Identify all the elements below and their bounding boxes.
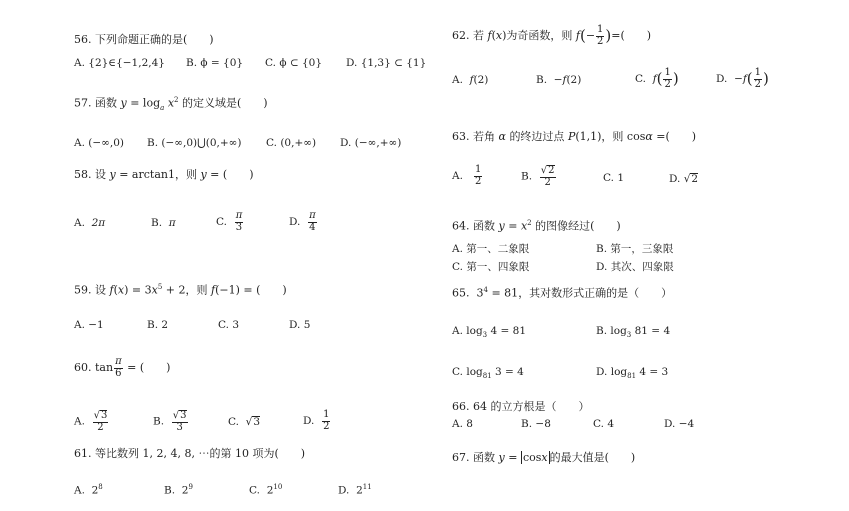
- q64-option-b: B. 第一，三象限: [596, 243, 674, 255]
- q63-option-c: C. 1: [603, 172, 625, 184]
- q64-option-d: D. 其次、四象限: [596, 261, 674, 273]
- q58-option-c: C. $\frac{\pi}{3}$: [216, 210, 243, 233]
- q62-option-b: B. −f(2): [536, 74, 582, 86]
- q58-stem: 58. 设 y = arctan1，则 y = ( ): [74, 168, 254, 181]
- q66-option-b: B. −8: [521, 418, 551, 430]
- q56-option-a: A. {2}∈{−1,2,4}: [74, 57, 165, 69]
- q56-option-d: D. {1,3} ⊂ {1}: [346, 57, 427, 69]
- q64-stem: 64. 函数 $y = x^2$ 的图像经过( ): [452, 219, 621, 233]
- q56-stem: 56. 下列命题正确的是( ): [74, 33, 214, 46]
- q60-stem: 60. tan $\frac{\pi}{6}$ = ( ): [74, 356, 171, 379]
- q60-option-a: A. $\frac{√3}{2}$: [74, 410, 108, 433]
- q65-option-b: B. $\log_3 81 = 4$: [596, 325, 671, 340]
- q58-option-b: B. π: [151, 217, 176, 229]
- q59-option-a: A. −1: [74, 319, 104, 331]
- q67-stem: 67. 函数 y = cosx 的最大值是( ): [452, 451, 636, 464]
- q62-option-c: C. f( $\frac{1}{2}$ ): [635, 67, 679, 90]
- q63-option-d: D. √2: [669, 173, 699, 185]
- q63-option-b: B. $\frac{√2}{2}$: [521, 165, 555, 188]
- q57-option-a: A. (−∞,0): [74, 137, 125, 149]
- q59-option-b: B. 2: [147, 319, 169, 331]
- q60-option-c: C. √3: [228, 416, 261, 428]
- q64-option-a: A. 第一、二象限: [452, 243, 530, 255]
- q62-option-a: A. f(2): [452, 74, 489, 86]
- q57-option-b: B. (−∞,0)⋃(0,+∞): [147, 137, 242, 149]
- q65-option-d: D. $\log_{81} 4 = 3$: [596, 366, 669, 381]
- q66-stem: 66. 64 的立方根是（ ）: [452, 400, 590, 413]
- q56-option-c: C. ϕ ⊂ {0}: [265, 57, 323, 69]
- q58-option-a: A. 2π: [74, 217, 106, 229]
- q65-stem: 65. $3^4 = 81$，其对数形式正确的是（ ）: [452, 286, 673, 300]
- q66-option-d: D. −4: [664, 418, 695, 430]
- q61-option-b: B. $2^9$: [164, 483, 193, 497]
- q66-option-c: C. 4: [593, 418, 615, 430]
- q63-option-a: A. $\frac{1}{2}$: [452, 164, 482, 187]
- q57-option-c: C. (0,+∞): [266, 137, 317, 149]
- q59-option-c: C. 3: [218, 319, 240, 331]
- q62-stem: 62. 若 f(x)为奇函数，则 f(− $\frac{1}{2}$ )=( ): [452, 24, 652, 47]
- q56-option-b: B. ϕ = {0}: [186, 57, 244, 69]
- q63-stem: 63. 若角 α 的终边过点 P(1,1)，则 cosα =( ): [452, 130, 697, 143]
- q61-option-a: A. $2^8$: [74, 483, 103, 497]
- q57-option-d: D. (−∞,+∞): [340, 137, 402, 149]
- q65-option-c: C. $\log_{81} 3 = 4$: [452, 366, 524, 381]
- q57-stem: 57. 函数 $y = \log_a x^2$ 的定义域是( ): [74, 96, 268, 112]
- q65-option-a: A. $\log_3 4 = 81$: [452, 325, 526, 340]
- q61-option-d: D. $2^{11}$: [338, 483, 372, 497]
- q61-stem: 61. 等比数列 1, 2, 4, 8, ⋯的第 10 项为( ): [74, 447, 306, 460]
- q66-option-a: A. 8: [452, 418, 473, 430]
- q61-option-c: C. $2^{10}$: [249, 483, 283, 497]
- q60-option-d: D. $\frac{1}{2}$: [303, 409, 330, 432]
- q59-option-d: D. 5: [289, 319, 311, 331]
- q64-option-c: C. 第一、四象限: [452, 261, 530, 273]
- q62-option-d: D. −f( $\frac{1}{2}$ ): [716, 67, 769, 90]
- q58-option-d: D. $\frac{\pi}{4}$: [289, 210, 316, 233]
- q60-option-b: B. $\frac{√3}{3}$: [153, 410, 187, 433]
- q59-stem: 59. 设 $f(x) = 3x^5 + 2$，则 f(−1) = ( ): [74, 283, 287, 297]
